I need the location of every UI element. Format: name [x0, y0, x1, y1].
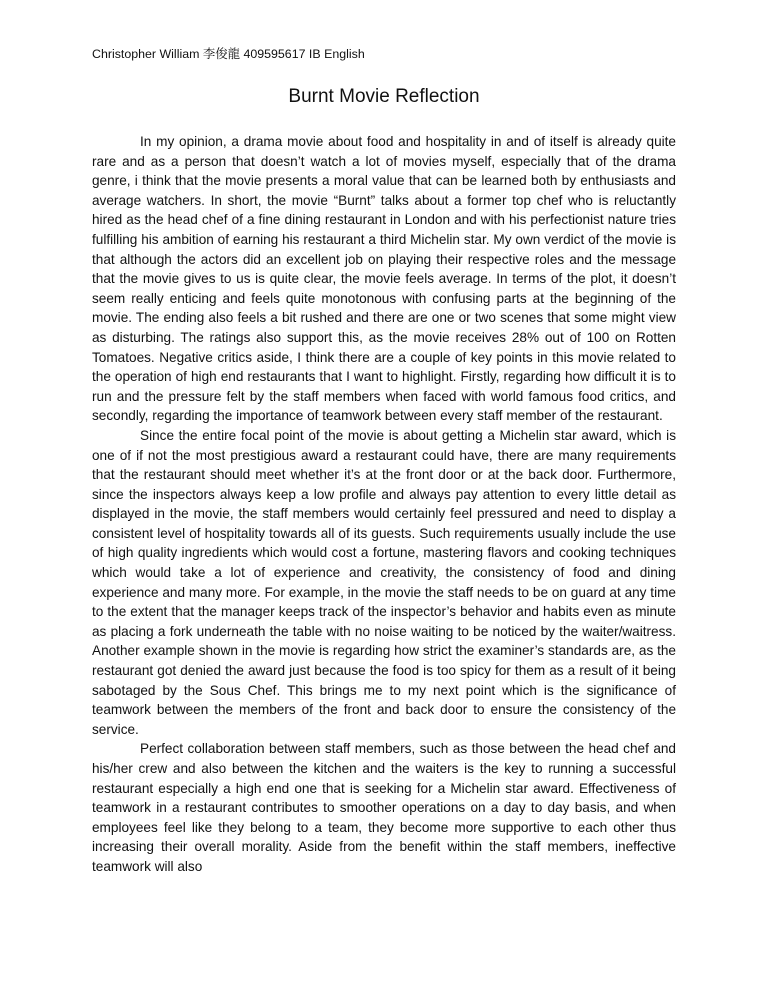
essay-body	[92, 132, 676, 877]
author-header: Christopher William 李俊龍 409595617 IB English	[92, 47, 365, 61]
paragraph-2: Since the entire focal point of the movie is about getting a Michelin star award, which is one of if not the most prestigious award a restaurant could have, there are many requirements that the restaurant should meet whether it’s at the front door or at the back door. Furthermore, since the inspectors always keep a low profile and always pay attention to every little detail as displayed in the movie, the staff members would certainly feel pressured and need to display a consistent level of hospitality towards all of its guests. Such requirements usually include the use of high quality ingredients which would cost a fortune, mastering flavors and cooking techniques which would take a lot of experience and creativity, the consistency of food and dining experience and many more. For example, in the movie the staff needs to be on guard at any time to the extent that the manager keeps track of the inspector’s behavior and habits even as minute as placing a fork underneath the table with no noise waiting to be noticed by the waiter/waitress. Another example shown in the movie is regarding how strict the examiner’s standards are, as the restaurant got denied the award just because the food is too spicy for them as a result of it being sabotaged by the Sous Chef. This brings me to my next point which is the significance of teamwork between the members of the front and back door to ensure the consistency of the service.	[92, 427, 676, 737]
page-title: Burnt Movie Reflection	[288, 86, 480, 107]
paragraph-3: Perfect collaboration between staff members, such as those between the head chef and his/her crew and also between the kitchen and the waiters is the key to running a successful restaurant especially a high end one that is seeking for a Michelin star award. Effectiveness of teamwork in a restaurant contributes to smoother operations on a day to day basis, and when employees feel like they belong to a team, they become more supportive to each other thus increasing their overall morality. Aside from the benefit within the staff members, ineffective teamwork will also	[92, 741, 676, 874]
paragraph-1: In my opinion, a drama movie about food and hospitality in and of itself is already quite rare and as a person that doesn’t watch a lot of movies myself, especially that of the drama genre, i think that the movie presents a moral value that can be learned both by enthusiasts and average watchers. In short, the movie “Burnt” talks about a former top chef who is reluctantly hired as the head chef of a fine dining restaurant in London and with his perfectionist nature tries fulfilling his ambition of earning his restaurant a third Michelin star. My own verdict of the movie is that although the actors did an excellent job on playing their respective roles and the message that the movie gives to us is quite clear, the movie feels average. In terms of the plot, it doesn’t seem really enticing and feels quite monotonous with confusing parts at the beginning of the movie. The ending also feels a bit rushed and there are one or two scenes that some might view as disturbing. The ratings also support this, as the movie receives 28% out of 100 on Rotten Tomatoes. Negative critics aside, I think there are a couple of key points in this movie related to the operation of high end restaurants that I want to highlight. Firstly, regarding how difficult it is to run and the pressure felt by the staff members when faced with world famous food critics, and secondly, regarding the importance of teamwork between every staff member of the restaurant.	[92, 134, 676, 424]
